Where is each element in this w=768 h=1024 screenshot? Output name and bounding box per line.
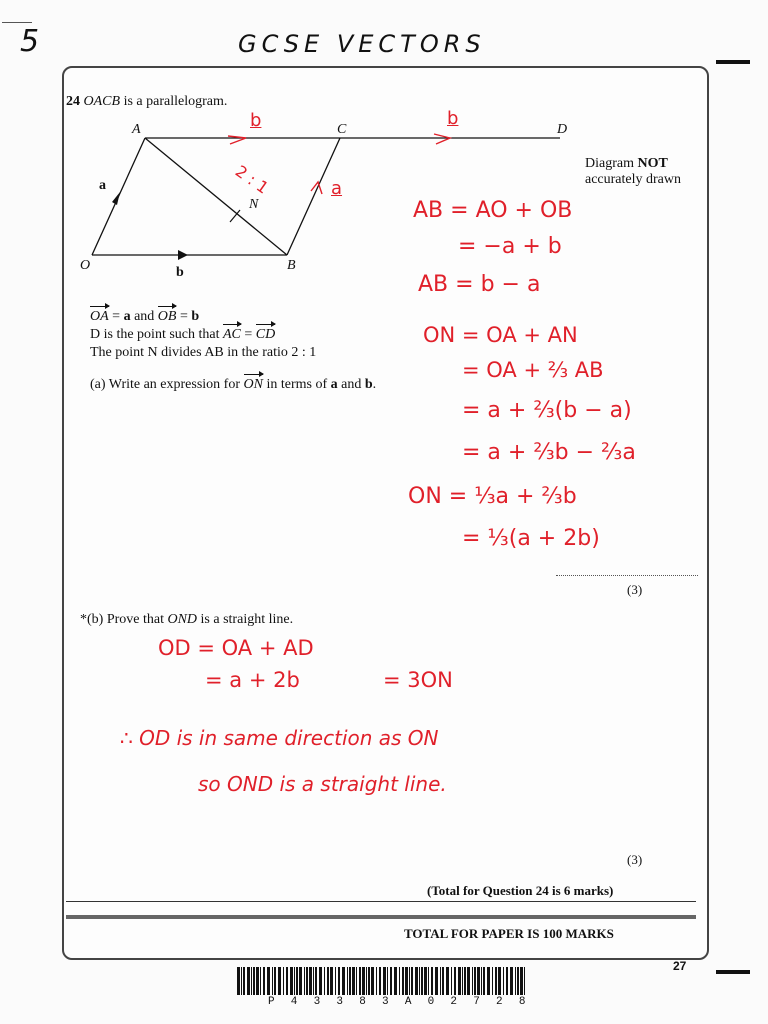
given-d-text: D is the point such that <box>90 327 223 342</box>
total-paper: TOTAL FOR PAPER IS 100 MARKS <box>404 926 614 941</box>
label-d-point: D <box>557 122 568 137</box>
barcode-bar <box>446 967 449 995</box>
barcode-bar <box>376 967 377 995</box>
barcode-bar <box>431 967 433 995</box>
page-number: 27 <box>673 959 687 973</box>
barcode-bar <box>451 967 452 995</box>
red-label-b-cd: b <box>447 108 459 129</box>
working-b-line-4: ∴ OD is in same direction as ON <box>120 726 439 750</box>
label-o-point: O <box>80 258 91 273</box>
working-b-line-3: = 3ON <box>383 668 453 692</box>
working-a-line-3: AB = b − a <box>418 272 541 297</box>
barcode-bar <box>306 967 308 995</box>
given-line-2 <box>90 327 275 343</box>
statement-rest: is a parallelogram. <box>120 94 228 109</box>
barcode-bar <box>517 967 519 995</box>
red-arrow-bc <box>311 182 322 194</box>
barcode-bar <box>435 967 438 995</box>
and-text: and <box>130 309 158 324</box>
diagram-note <box>585 156 681 188</box>
barcode-bar <box>462 967 463 995</box>
part-b-question <box>80 612 293 628</box>
barcode-bar <box>440 967 441 995</box>
label-vector-b: b <box>176 265 184 280</box>
barcode-bar <box>492 967 493 995</box>
bold-b: b <box>191 309 200 324</box>
barcode-bar <box>241 967 242 995</box>
barcode-bar <box>383 967 386 995</box>
margin-rule-top <box>716 60 750 64</box>
barcode-bar <box>424 967 427 995</box>
barcode-bar <box>315 967 317 995</box>
barcode-bar <box>503 967 504 995</box>
label-b-point: B <box>287 258 296 273</box>
red-ratio: 2 : 1 <box>231 161 273 198</box>
barcode-bar <box>394 967 397 995</box>
working-a-line-4: ON = OA + AN <box>423 323 578 347</box>
red-arrow-cd <box>434 134 450 144</box>
working-a-line-2: = −a + b <box>458 234 562 259</box>
barcode-bar <box>243 967 245 995</box>
parallelogram-diagram <box>70 118 710 288</box>
period: . <box>372 377 377 392</box>
barcode-bar <box>362 967 365 995</box>
barcode-bar <box>359 967 361 995</box>
page-title: GCSE VECTORS <box>238 30 486 58</box>
diagram-note-line2: accurately drawn <box>585 172 681 187</box>
barcode-bar <box>274 967 276 995</box>
marks-b: (3) <box>627 852 643 867</box>
part-a-rest: in terms of <box>262 377 331 392</box>
vec-on: ON <box>243 377 263 392</box>
barcode-bar <box>411 967 413 995</box>
barcode-bar <box>481 967 482 995</box>
vec-ac: AC <box>223 327 241 342</box>
barcode-bar <box>506 967 508 995</box>
barcode-bar <box>474 967 476 995</box>
barcode-bar <box>260 967 261 995</box>
part-b-label: *(b) Prove that <box>80 612 168 627</box>
barcode-bar <box>294 967 295 995</box>
barcode-bar <box>267 967 270 995</box>
working-a-line-8: ON = ⅓a + ⅔b <box>408 484 577 509</box>
answer-line-a <box>556 575 698 576</box>
barcode-bar <box>263 967 265 995</box>
barcode-bar <box>251 967 252 995</box>
barcode-bar <box>402 967 404 995</box>
barcode-bar <box>405 967 408 995</box>
barcode-bar <box>428 967 429 995</box>
eq-sign: = <box>240 327 256 342</box>
barcode-bar <box>477 967 480 995</box>
barcode-bar <box>366 967 367 995</box>
corner-number: 5 <box>20 24 40 59</box>
barcode-bar <box>338 967 340 995</box>
barcode-bar <box>510 967 513 995</box>
barcode-bar <box>283 967 284 995</box>
barcode-bar <box>399 967 400 995</box>
margin-rule-bottom <box>716 970 750 974</box>
barcode-bar <box>483 967 485 995</box>
working-b-line-5: so OND is a straight line. <box>198 772 447 796</box>
bold-b: b <box>364 377 373 392</box>
red-label-b-ac: b <box>250 110 262 131</box>
vec-cd: CD <box>255 327 276 342</box>
barcode-bar <box>330 967 333 995</box>
and-text: and <box>337 377 365 392</box>
barcode-bar <box>379 967 381 995</box>
part-a-label: (a) Write an expression for <box>90 377 244 392</box>
barcode-bar <box>290 967 293 995</box>
question-statement <box>66 94 227 110</box>
working-a-line-1: AB = AO + OB <box>413 198 573 223</box>
part-a-question <box>90 377 376 393</box>
barcode-bar <box>319 967 322 995</box>
vec-ob: OB <box>157 309 177 324</box>
working-b-line-1: OD = OA + AD <box>158 636 314 660</box>
label-vector-a: a <box>99 178 106 193</box>
barcode-bar <box>256 967 259 995</box>
barcode-bar <box>421 967 423 995</box>
marks-a: (3) <box>627 582 643 597</box>
barcode-bar <box>467 967 470 995</box>
barcode-bar <box>313 967 314 995</box>
ond-text: OND <box>167 612 198 627</box>
question-total: (Total for Question 24 is 6 marks) <box>427 883 614 898</box>
barcode-bar <box>299 967 302 995</box>
arrow-a <box>112 192 120 205</box>
arrow-b <box>178 250 188 260</box>
question-number: 24 <box>66 94 80 109</box>
barcode-bar <box>464 967 466 995</box>
barcode-bar <box>304 967 305 995</box>
barcode-bar <box>387 967 388 995</box>
eq-sign: = <box>176 309 192 324</box>
barcode-bar <box>458 967 461 995</box>
working-a-line-6: = a + ⅔(b − a) <box>462 398 632 423</box>
red-label-a-bc: a <box>331 178 343 199</box>
barcode-bar <box>352 967 355 995</box>
shape-name: OACB <box>83 94 121 109</box>
label-a-point: A <box>132 122 141 137</box>
barcode-bar <box>487 967 490 995</box>
rule-1 <box>66 901 696 902</box>
barcode-bar <box>371 967 374 995</box>
barcode-bar <box>324 967 325 995</box>
given-line-1 <box>90 309 199 325</box>
barcode-bar <box>524 967 525 995</box>
barcode-bar <box>278 967 281 995</box>
barcode-bar <box>247 967 250 995</box>
label-n-point: N <box>249 197 259 212</box>
line-ab <box>145 138 287 255</box>
barcode-bar <box>296 967 298 995</box>
bold-a: a <box>123 309 131 324</box>
barcode-bar <box>498 967 501 995</box>
barcode-bar <box>515 967 516 995</box>
working-b-line-2: = a + 2b <box>205 668 300 692</box>
barcode-bar <box>495 967 497 995</box>
barcode-bar <box>349 967 351 995</box>
barcode-bar <box>309 967 312 995</box>
barcode-bar <box>419 967 420 995</box>
barcode-bar <box>272 967 273 995</box>
working-a-line-5: = OA + ⅔ AB <box>462 358 604 382</box>
barcode-bar <box>327 967 329 995</box>
barcode-bar <box>342 967 345 995</box>
barcode-bar <box>472 967 473 995</box>
diagram-note-prefix: Diagram <box>585 156 638 171</box>
given-line-3: The point N divides AB in the ratio 2 : 1 <box>90 345 317 360</box>
barcode-bar <box>347 967 348 995</box>
barcode-bar <box>335 967 336 995</box>
barcode-bar <box>442 967 444 995</box>
working-a-line-9: = ⅓(a + 2b) <box>462 526 600 551</box>
barcode-bar <box>253 967 255 995</box>
barcode-text: P 4 3 3 8 3 A 0 2 7 2 8 <box>268 996 527 1008</box>
barcode-bar <box>356 967 357 995</box>
barcode-bar <box>390 967 392 995</box>
barcode-bar <box>520 967 523 995</box>
barcode-bar <box>237 967 240 995</box>
vec-oa: OA <box>90 309 109 324</box>
diagram-note-not: NOT <box>637 156 668 171</box>
working-a-line-7: = a + ⅔b − ⅔a <box>462 440 636 465</box>
barcode-bar <box>454 967 456 995</box>
red-arrow-ac <box>228 136 246 144</box>
barcode <box>237 967 527 997</box>
barcode-bar <box>415 967 418 995</box>
barcode-bar <box>286 967 288 995</box>
barcode-bar <box>368 967 370 995</box>
corner-tick <box>2 22 32 23</box>
eq-sign: = <box>108 309 124 324</box>
part-b-rest: is a straight line. <box>197 612 294 627</box>
rule-2 <box>66 915 696 919</box>
label-c-point: C <box>337 122 347 137</box>
barcode-bar <box>409 967 410 995</box>
bold-a: a <box>330 377 338 392</box>
